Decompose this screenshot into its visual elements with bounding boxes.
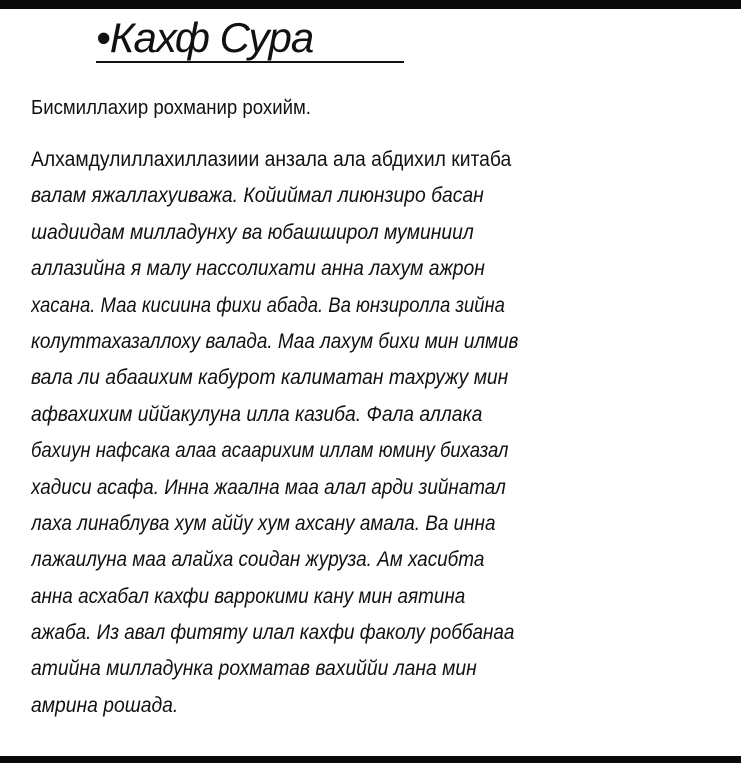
text-line: Алхамдулиллахиллазиии анзала ала абдихил китаба	[31, 148, 512, 171]
text-line: аллазийна я малу нассолихати анна лахум ажрон	[31, 257, 485, 281]
bismillah-line: Бисмиллахир рохманир рохийм.	[31, 97, 311, 119]
text-line: афвахихим иййакулуна илла казиба. Фала аллака	[31, 402, 483, 426]
title-underline	[96, 61, 404, 63]
text-line: шадиидам милладунху ва юбашширол муминиил	[31, 220, 474, 244]
text-line: хасана. Маа кисиина фихи абада. Ва юнзиролла зийна	[31, 293, 505, 317]
text-line: амрина рошада.	[31, 693, 179, 717]
surah-text	[31, 142, 721, 724]
text-line: колуттахазаллоху валада. Маа лахум бихи мин илмив	[31, 329, 519, 353]
text-line: вала ли абааихим кабурот калиматан тахружу мин	[31, 366, 509, 390]
text-line: ажаба. Из авал фитяту илал кахфи факолу роббанаа	[31, 621, 515, 645]
text-line: валам яжаллахуиважа. Койиймал лиюнзиро басан	[31, 184, 484, 208]
text-line: бахиун нафсака алаа асаарихим иллам юмину бихазал	[31, 439, 509, 463]
top-border	[0, 0, 741, 9]
page-title: •Кахф Сура	[96, 14, 314, 61]
bottom-border	[0, 756, 741, 763]
text-line: хадиси асафа. Инна жаална маа алал арди зийнатал	[31, 475, 506, 499]
text-line: лажаилуна маа алайха соидан журуза. Ам хасибта	[31, 548, 485, 572]
title-block	[96, 12, 313, 64]
text-line: лаха линаблува хум аййу хум ахсану амала. Ва инна	[31, 511, 496, 535]
text-line: атийна милладунка рохматав вахиййи лана мин	[31, 657, 477, 681]
text-line: анна асхабал кахфи варрокими кану мин аятина	[31, 584, 466, 608]
